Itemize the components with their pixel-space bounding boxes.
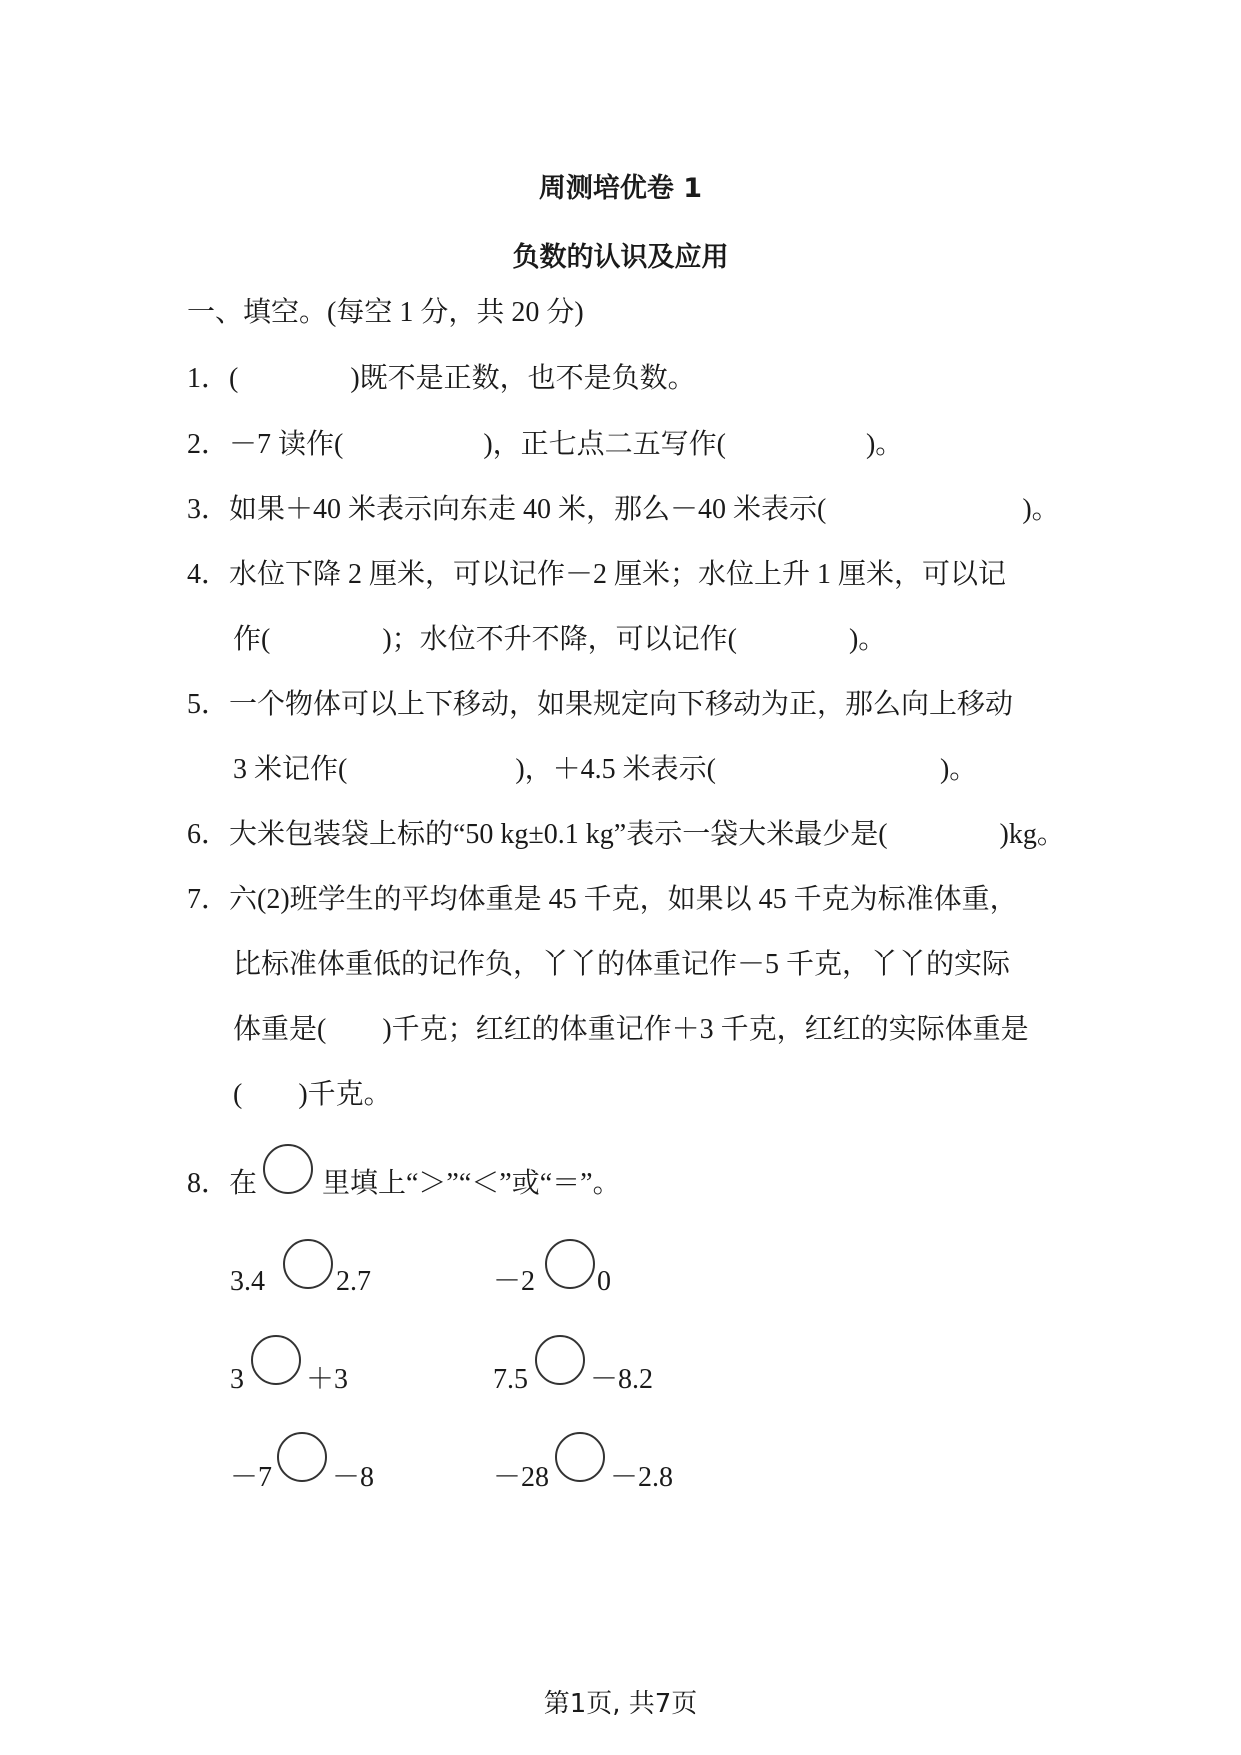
- comparison-6-left: －28: [493, 1462, 550, 1493]
- comparison-4-left: 7.5: [493, 1364, 528, 1395]
- comparison-6-right: －2.8: [610, 1462, 674, 1493]
- comparison-1-right: 2.7: [336, 1266, 371, 1297]
- question-4-line-2: 作( )；水位不升不降，可以记作( )。: [233, 624, 887, 655]
- comparison-5-circle[interactable]: [277, 1432, 327, 1482]
- page-subtitle: 负数的认识及应用: [512, 242, 729, 273]
- comparison-2-left: －2: [493, 1266, 536, 1297]
- question-5: 5．一个物体可以上下移动，如果规定向下移动为正，那么向上移动: [187, 689, 1014, 720]
- question-1: 1．( )既不是正数，也不是负数。: [187, 363, 696, 394]
- comparison-2-circle[interactable]: [545, 1239, 595, 1289]
- question-7-line-2: 比标准体重低的记作负，丫丫的体重记作－5 千克，丫丫的实际: [233, 949, 1011, 980]
- question-2: 2．－7 读作( )，正七点二五写作( )。: [187, 429, 904, 460]
- comparison-4-circle[interactable]: [535, 1335, 585, 1385]
- comparison-3-circle[interactable]: [251, 1335, 301, 1385]
- comparison-2-right: 0: [597, 1266, 611, 1297]
- comparison-4-right: －8.2: [590, 1364, 654, 1395]
- comparison-6-circle[interactable]: [555, 1432, 605, 1482]
- question-7: 7．六(2)班学生的平均体重是 45 千克，如果以 45 千克为标准体重，: [187, 884, 1018, 915]
- question-6: 6．大米包装袋上标的“50 kg±0.1 kg”表示一袋大米最少是( )kg。: [187, 819, 1065, 850]
- question-4: 4．水位下降 2 厘米，可以记作－2 厘米；水位上升 1 厘米，可以记: [187, 559, 1007, 590]
- page-footer: 第1页, 共7页: [543, 1689, 698, 1719]
- answer-circle-example: [263, 1144, 313, 1194]
- comparison-5-left: －7: [230, 1462, 273, 1493]
- question-3: 3．如果＋40 米表示向东走 40 米，那么－40 米表示( )。: [187, 494, 1060, 525]
- comparison-1-circle[interactable]: [283, 1239, 333, 1289]
- comparison-3-right: ＋3: [306, 1364, 349, 1395]
- question-7-line-4: ( )千克。: [233, 1079, 392, 1110]
- question-5-line-2: 3 米记作( )，＋4.5 米表示( )。: [233, 754, 978, 785]
- question-8-suffix: 里填上“＞”“＜”或“＝”。: [322, 1168, 621, 1199]
- comparison-1-left: 3.4: [230, 1266, 265, 1297]
- comparison-5-right: －8: [332, 1462, 375, 1493]
- page-title: 周测培优卷 1: [538, 173, 703, 204]
- question-7-line-3: 体重是( )千克；红红的体重记作＋3 千克，红红的实际体重是: [233, 1014, 1029, 1045]
- question-8-prefix: 8．在: [187, 1168, 258, 1199]
- comparison-3-left: 3: [230, 1364, 244, 1395]
- section-heading: 一、填空。(每空 1 分，共 20 分): [187, 297, 584, 328]
